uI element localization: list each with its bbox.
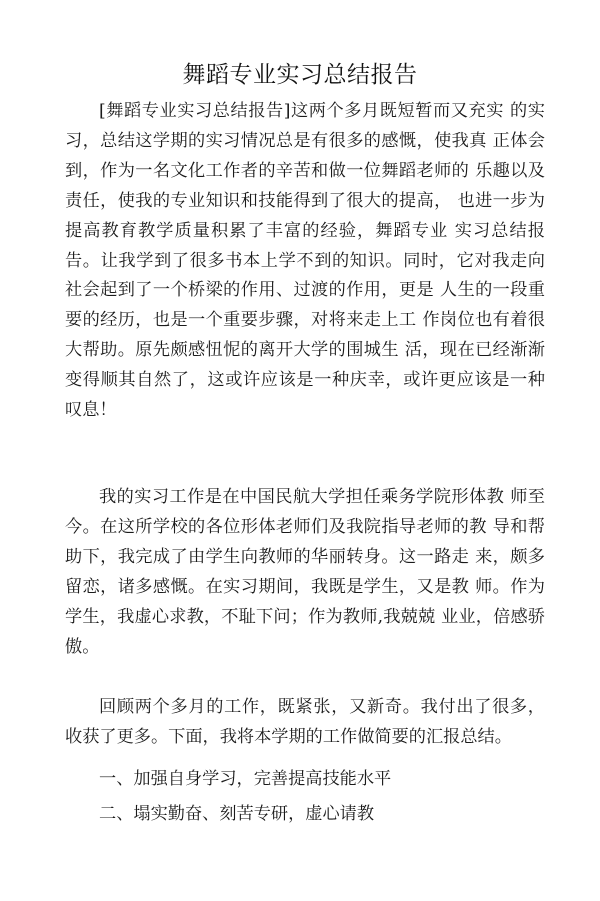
paragraph-review: 回顾两个多月的工作，既紧张，又新奇。我付出了很多，收获了更多。下面，我将本学期的工作做简要的汇报总结。 (65, 697, 545, 747)
document-title: 舞蹈专业实习总结报告 (182, 62, 418, 88)
paragraph-intro: [舞蹈专业实习总结报告]这两个多月既短暂而又充实 的实习，总结这学期的实习情况总是有很多的感慨，使我真 正体会到，作为一名文化工作者的辛苦和做一位舞蹈老师的 乐趣以及责任，使我的专业知识和技能得到了很大的提高， 也进一步为提高教育教学质量积累了丰富的经验，舞蹈专业 实习总结报告。让我学到了很多书本上学不到的知识。同时，它对我走向社会起到了一个桥梁的作用、过渡的作用，更是 人生的一段重要的经历，也是一个重要步骤，对将来走上工 作岗位也有着很大帮助。原先颇感忸怩的离开大学的围城生 活，现在已经渐渐变得顺其自然了，这或许应该是一种庆幸，或许更应该是一种叹息！ (65, 101, 545, 421)
paragraph-internship: 我的实习工作是在中国民航大学担任乘务学院形体教 师至今。在这所学校的各位形体老师们及我院指导老师的教 导和帮助下，我完成了由学生向教师的华丽转身。这一路走 来，颇多留恋，诸多感慨。在实习期间，我既是学生，又是教 师。作为学生，我虚心求教，不耻下问；作为教师,我兢兢 业业，倍感骄傲。 (65, 487, 545, 657)
section-heading-1: 一、加强自身学习，完善提高技能水平 (99, 769, 392, 789)
section-heading-2: 二、塌实勤奋、刻苦专研，虚心请教 (99, 804, 375, 824)
